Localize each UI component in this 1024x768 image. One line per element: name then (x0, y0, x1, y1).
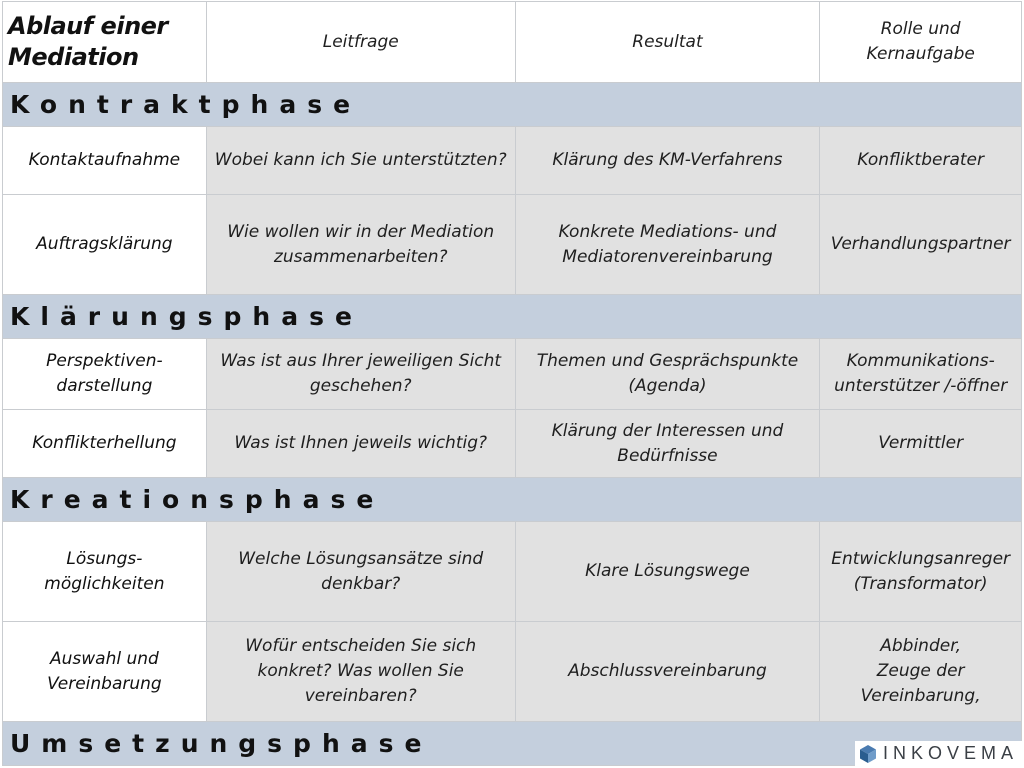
step-text-line: darstellung (56, 376, 153, 396)
question-text-line: Wobei kann ich Sie unterstützten? (214, 150, 507, 170)
result-text-line: Konkrete Mediations- und (558, 221, 777, 242)
role-text-line: Zeuge der (876, 661, 965, 681)
column-header-rolle (820, 2, 1022, 83)
result-cell (515, 127, 820, 195)
step-cell (3, 410, 207, 478)
role-text-line: Vermittler (878, 433, 964, 453)
question-cell (206, 522, 515, 622)
table-row (3, 410, 1022, 478)
result-text-line: Klärung der Interessen und (551, 420, 784, 441)
table-title (3, 2, 207, 83)
phase-heading-klaerung: Klärungsphase (3, 295, 1022, 339)
header-row (3, 2, 1022, 83)
table-row (3, 622, 1022, 722)
phase-heading-umsetzung: Umsetzungsphase (3, 722, 1022, 766)
question-text-line: konkret? Was wollen Sie (257, 661, 464, 681)
result-cell (515, 522, 820, 622)
step-text-line: Lösungs- (66, 548, 143, 569)
question-text-line: denkbar? (321, 573, 401, 594)
question-cell (206, 410, 515, 478)
result-text-line: Klare Lösungswege (585, 561, 750, 581)
question-text-line: Wofür entscheiden Sie sich (245, 636, 477, 656)
question-cell (206, 195, 515, 295)
question-cell (206, 622, 515, 722)
inkovema-logo (855, 741, 1022, 766)
question-cell (206, 339, 515, 410)
role-cell (820, 195, 1022, 295)
step-text-line: möglichkeiten (44, 573, 165, 594)
question-text-line: Welche Lösungsansätze sind (238, 548, 484, 569)
question-text-line: zusammenarbeiten? (273, 246, 448, 267)
role-cell (820, 622, 1022, 722)
mediation-table (2, 1, 1022, 766)
phase-row-klaerung (3, 295, 1022, 339)
title-line-2: Mediation (8, 43, 139, 71)
step-cell (3, 622, 207, 722)
rolle-header-line-1: Rolle und (880, 19, 961, 39)
table-row (3, 127, 1022, 195)
role-text-line: unterstützer /-öffner (834, 376, 1008, 396)
role-cell (820, 410, 1022, 478)
step-text-line: Konflikterhellung (32, 433, 177, 453)
phase-row-kreation (3, 478, 1022, 522)
role-text-line: Vereinbarung, (860, 686, 981, 706)
table-row (3, 339, 1022, 410)
step-cell (3, 127, 207, 195)
step-text-line: Auswahl und (49, 648, 159, 669)
column-header-resultat: Resultat (515, 2, 820, 83)
role-text-line: Abbinder, (880, 636, 962, 656)
result-cell (515, 339, 820, 410)
role-text-line: Entwicklungsanreger (831, 548, 1011, 569)
column-header-leitfrage: Leitfrage (206, 2, 515, 83)
phase-heading-kreation: Kreationsphase (3, 478, 1022, 522)
cube-icon (859, 744, 877, 764)
phase-heading-kontrakt: Kontraktphase (3, 83, 1022, 127)
result-text-line: Themen und Gesprächspunkte (536, 351, 799, 371)
role-text-line: Verhandlungspartner (830, 234, 1011, 254)
step-text-line: Vereinbarung (47, 673, 162, 694)
step-cell (3, 339, 207, 410)
step-text-line: Perspektiven- (46, 351, 163, 371)
result-text-line: Mediatorenvereinbarung (562, 246, 773, 267)
result-cell (515, 195, 820, 295)
table-row (3, 522, 1022, 622)
role-cell (820, 127, 1022, 195)
rolle-header-line-2: Kernaufgabe (866, 44, 975, 64)
phase-row-kontrakt (3, 83, 1022, 127)
question-text-line: Was ist Ihnen jeweils wichtig? (234, 433, 488, 453)
result-cell (515, 622, 820, 722)
role-cell (820, 339, 1022, 410)
step-cell (3, 522, 207, 622)
title-line-1: Ablauf einer (8, 12, 168, 40)
question-text-line: geschehen? (309, 376, 412, 396)
result-text-line: (Agenda) (628, 376, 707, 396)
question-text-line: Wie wollen wir in der Mediation (227, 221, 495, 242)
step-text-line: Kontaktaufnahme (28, 150, 181, 170)
question-cell (206, 127, 515, 195)
role-cell (820, 522, 1022, 622)
question-text-line: vereinbaren? (304, 686, 417, 706)
result-text-line: Abschlussvereinbarung (568, 661, 767, 681)
question-text-line: Was ist aus Ihrer jeweiligen Sicht (220, 351, 502, 371)
result-cell (515, 410, 820, 478)
logo-text: INKOVEMA (882, 743, 1018, 763)
step-cell (3, 195, 207, 295)
result-text-line: Klärung des KM-Verfahrens (552, 150, 783, 170)
role-text-line: Kommunikations- (846, 351, 995, 371)
role-text-line: Konfliktberater (857, 150, 984, 170)
table-row (3, 195, 1022, 295)
step-text-line: Auftragsklärung (36, 234, 173, 254)
result-text-line: Bedürfnisse (617, 445, 718, 466)
role-text-line: (Transformator) (853, 573, 988, 594)
